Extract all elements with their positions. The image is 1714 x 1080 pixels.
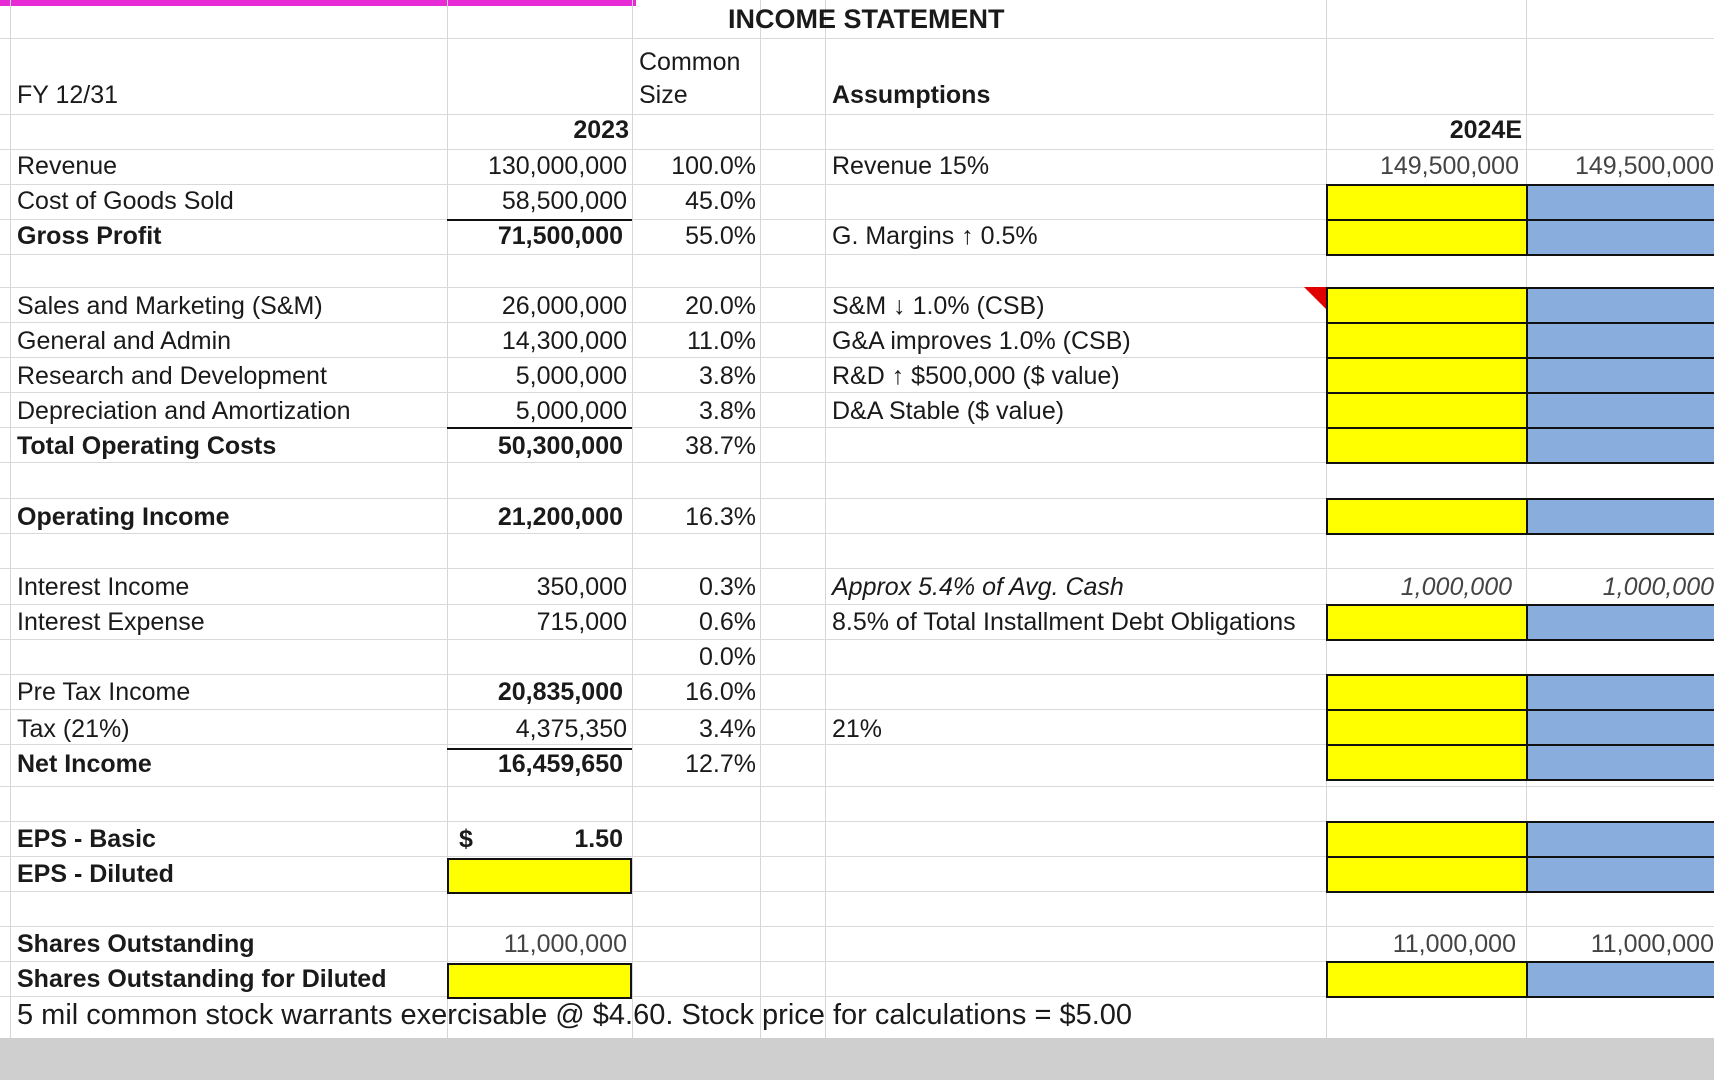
shares-outstanding-label: Shares Outstanding <box>17 930 255 958</box>
fiscal-year-label: FY 12/31 <box>17 81 119 109</box>
revenue-forecast-1[interactable]: 149,500,000 <box>1379 152 1519 180</box>
eps-diluted-label: EPS - Diluted <box>17 860 174 888</box>
tax-2025e-cell[interactable] <box>1526 709 1714 746</box>
ga-label: General and Admin <box>17 327 232 355</box>
shares-diluted-label: Shares Outstanding for Diluted <box>17 965 387 993</box>
rd-value[interactable]: 5,000,000 <box>515 362 627 390</box>
interest-expense-assumption[interactable]: 8.5% of Total Installment Debt Obligations <box>832 608 1296 636</box>
total-opex-value[interactable]: 50,300,000 <box>497 432 623 460</box>
net-income-2025e-cell[interactable] <box>1526 744 1714 781</box>
operating-income-value[interactable]: 21,200,000 <box>497 503 623 531</box>
year-2024e-header: 2024E <box>1449 116 1522 144</box>
interest-expense-2024e-input[interactable] <box>1326 604 1528 641</box>
rd-2025e-cell[interactable] <box>1526 357 1714 394</box>
da-pct[interactable]: 3.8% <box>699 397 756 425</box>
gross-profit-2025e-cell[interactable] <box>1526 219 1714 256</box>
cogs-2025e-cell[interactable] <box>1526 184 1714 221</box>
shares-outstanding-value[interactable]: 11,000,000 <box>503 930 627 958</box>
operating-income-2024e-input[interactable] <box>1326 498 1528 535</box>
comment-indicator-icon[interactable] <box>1304 287 1326 309</box>
pretax-value[interactable]: 20,835,000 <box>497 678 623 706</box>
total-opex-2024e-input[interactable] <box>1326 427 1528 464</box>
selection-bar <box>0 0 636 6</box>
interest-income-value[interactable]: 350,000 <box>536 573 627 601</box>
net-income-value[interactable]: 16,459,650 <box>497 750 623 778</box>
eps-diluted-input[interactable] <box>447 858 632 894</box>
sm-assumption[interactable]: S&M ↓ 1.0% (CSB) <box>832 292 1045 320</box>
tax-value[interactable]: 4,375,350 <box>515 715 627 743</box>
common-size-header-2: Size <box>639 81 688 109</box>
total-opex-pct[interactable]: 38.7% <box>685 432 756 460</box>
assumptions-header: Assumptions <box>832 81 991 109</box>
sm-label: Sales and Marketing (S&M) <box>17 292 323 320</box>
rd-2024e-input[interactable] <box>1326 357 1528 394</box>
gross-margin-assumption[interactable]: G. Margins ↑ 0.5% <box>832 222 1038 250</box>
ga-2024e-input[interactable] <box>1326 322 1528 359</box>
sm-value[interactable]: 26,000,000 <box>501 292 627 320</box>
gross-profit-2024e-input[interactable] <box>1326 219 1528 256</box>
eps-basic-label: EPS - Basic <box>17 825 156 853</box>
rd-pct[interactable]: 3.8% <box>699 362 756 390</box>
year-2023-header: 2023 <box>573 116 629 144</box>
total-opex-2025e-cell[interactable] <box>1526 427 1714 464</box>
da-label: Depreciation and Amortization <box>17 397 351 425</box>
revenue-forecast-2[interactable]: 149,500,000 <box>1574 152 1714 180</box>
interest-income-forecast-2[interactable]: 1,000,000 <box>1602 573 1714 601</box>
shares-diluted-2025e-cell[interactable] <box>1526 961 1714 998</box>
revenue-value[interactable]: 130,000,000 <box>487 152 627 180</box>
section-divider <box>0 1038 1714 1080</box>
interest-expense-value[interactable]: 715,000 <box>536 608 627 636</box>
rd-label: Research and Development <box>17 362 327 390</box>
interest-expense-2025e-cell[interactable] <box>1526 604 1714 641</box>
net-income-2024e-input[interactable] <box>1326 744 1528 781</box>
cogs-pct[interactable]: 45.0% <box>685 187 756 215</box>
cogs-underline <box>447 219 632 221</box>
sm-2025e-cell[interactable] <box>1526 287 1714 324</box>
gross-profit-label: Gross Profit <box>17 222 162 250</box>
blank-row-pct[interactable]: 0.0% <box>699 643 756 671</box>
interest-expense-label: Interest Expense <box>17 608 205 636</box>
pretax-label: Pre Tax Income <box>17 678 191 706</box>
shares-forecast-2[interactable]: 11,000,000 <box>1590 930 1714 958</box>
da-value[interactable]: 5,000,000 <box>515 397 627 425</box>
tax-label: Tax (21%) <box>17 715 130 743</box>
ga-pct[interactable]: 11.0% <box>686 327 756 355</box>
warrants-note: 5 mil common stock warrants exercisable @ $4.60. Stock price for calculations = $5.00 <box>17 999 1133 1031</box>
gross-profit-pct[interactable]: 55.0% <box>685 222 756 250</box>
interest-income-pct[interactable]: 0.3% <box>699 573 756 601</box>
eps-diluted-2025e-cell[interactable] <box>1526 856 1714 893</box>
ga-2025e-cell[interactable] <box>1526 322 1714 359</box>
shares-forecast-1[interactable]: 11,000,000 <box>1392 930 1516 958</box>
sheet-title: INCOME STATEMENT <box>728 4 1005 34</box>
sm-2024e-input[interactable] <box>1326 287 1528 324</box>
interest-income-forecast-1[interactable]: 1,000,000 <box>1400 573 1512 601</box>
shares-diluted-2024e-input[interactable] <box>1326 961 1528 998</box>
eps-basic-2025e-cell[interactable] <box>1526 821 1714 858</box>
pretax-2024e-input[interactable] <box>1326 674 1528 711</box>
tax-2024e-input[interactable] <box>1326 709 1528 746</box>
revenue-assumption[interactable]: Revenue 15% <box>832 152 990 180</box>
total-opex-label: Total Operating Costs <box>17 432 277 460</box>
cogs-value[interactable]: 58,500,000 <box>501 187 627 215</box>
da-2025e-cell[interactable] <box>1526 392 1714 429</box>
eps-diluted-2024e-input[interactable] <box>1326 856 1528 893</box>
da-underline <box>447 427 632 429</box>
eps-basic-value[interactable]: 1.50 <box>574 825 623 853</box>
interest-income-label: Interest Income <box>17 573 190 601</box>
tax-pct[interactable]: 3.4% <box>699 715 756 743</box>
common-size-header: Common <box>639 48 741 76</box>
revenue-pct[interactable]: 100.0% <box>671 152 756 180</box>
sm-pct[interactable]: 20.0% <box>685 292 756 320</box>
interest-expense-pct[interactable]: 0.6% <box>699 608 756 636</box>
operating-income-label: Operating Income <box>17 503 230 531</box>
pretax-2025e-cell[interactable] <box>1526 674 1714 711</box>
ga-assumption[interactable]: G&A improves 1.0% (CSB) <box>832 327 1131 355</box>
interest-income-assumption[interactable]: Approx 5.4% of Avg. Cash <box>832 573 1124 601</box>
ga-value[interactable]: 14,300,000 <box>501 327 627 355</box>
da-assumption[interactable]: D&A Stable ($ value) <box>832 397 1065 425</box>
net-income-pct[interactable]: 12.7% <box>685 750 756 778</box>
shares-diluted-input[interactable] <box>447 963 632 999</box>
net-income-label: Net Income <box>17 750 152 778</box>
operating-income-pct[interactable]: 16.3% <box>685 503 756 531</box>
da-2024e-input[interactable] <box>1326 392 1528 429</box>
pretax-pct[interactable]: 16.0% <box>685 678 756 706</box>
operating-income-2025e-cell[interactable] <box>1526 498 1714 535</box>
cogs-2024e-input[interactable] <box>1326 184 1528 221</box>
cogs-label: Cost of Goods Sold <box>17 187 234 215</box>
gross-profit-value[interactable]: 71,500,000 <box>497 222 623 250</box>
rd-assumption[interactable]: R&D ↑ $500,000 ($ value) <box>832 362 1120 390</box>
eps-basic-2024e-input[interactable] <box>1326 821 1528 858</box>
tax-assumption[interactable]: 21% <box>832 715 883 743</box>
eps-basic-currency: $ <box>459 825 473 853</box>
revenue-label: Revenue <box>17 152 118 180</box>
